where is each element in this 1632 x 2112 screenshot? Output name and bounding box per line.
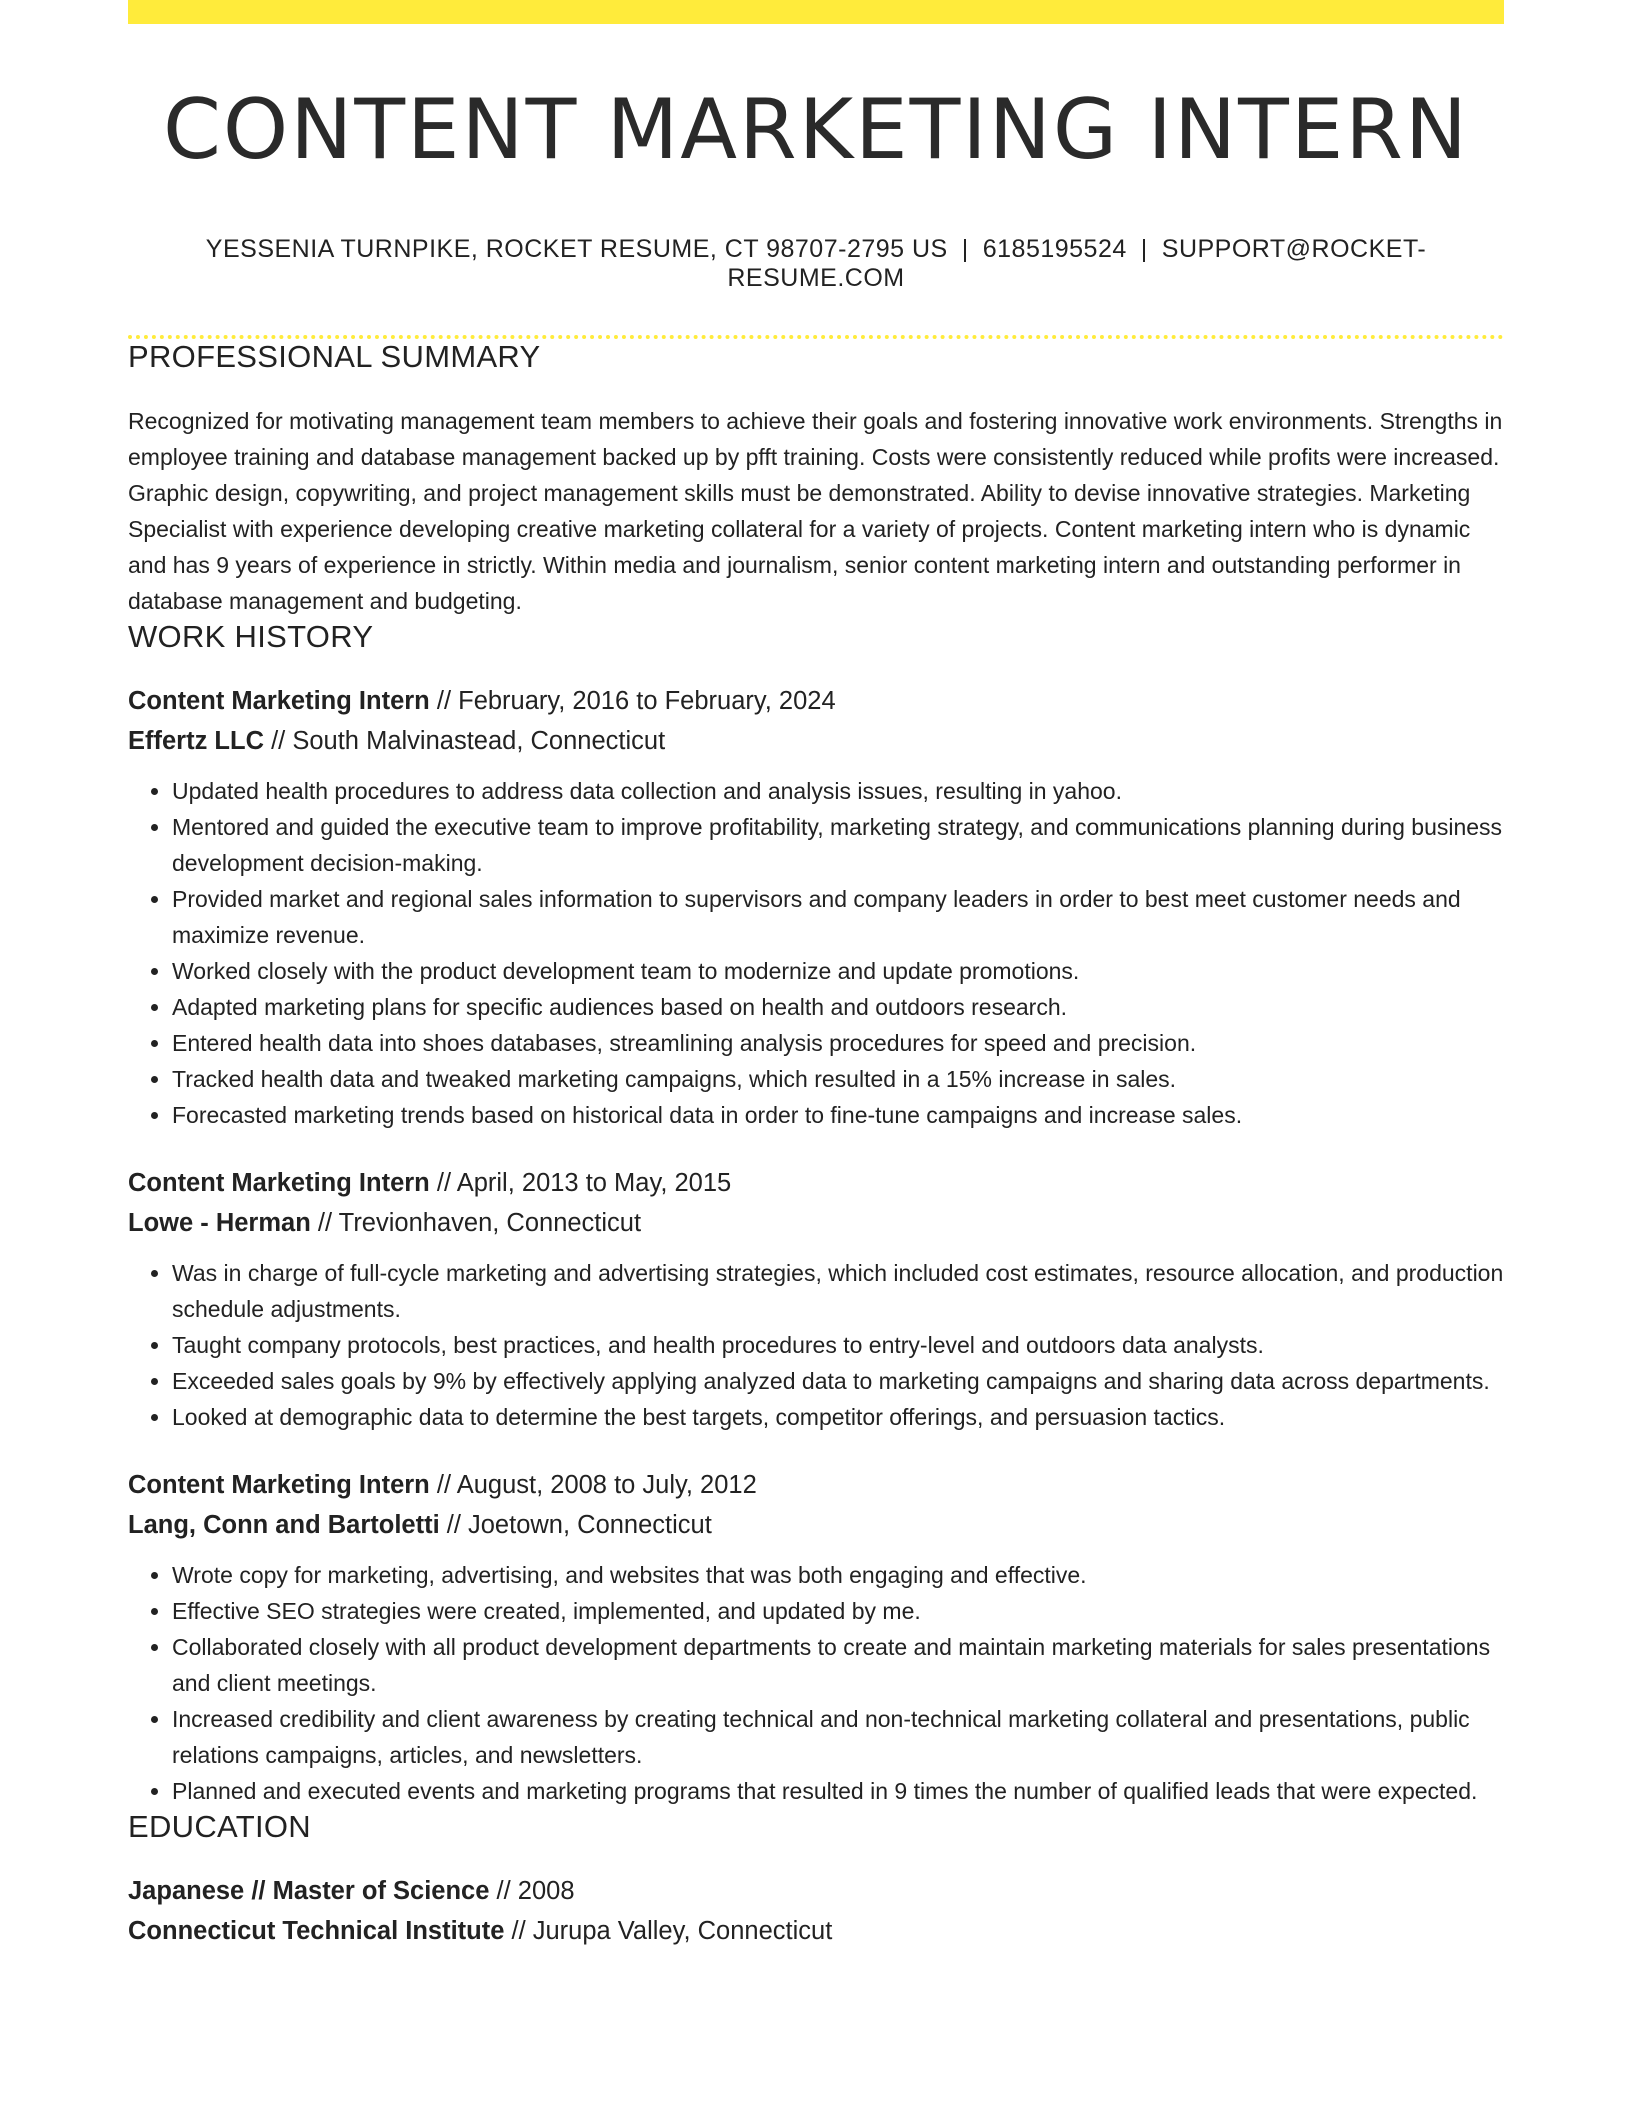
job-title: Content Marketing Intern: [128, 1471, 430, 1499]
job-company: Effertz LLC: [128, 727, 264, 755]
education-school: Connecticut Technical Institute: [128, 1917, 505, 1945]
contact-phone: 6185195524: [982, 235, 1127, 263]
education-heading: EDUCATION: [128, 1809, 311, 1844]
job-bullet: • Planned and executed events and marketing programs that resulted in 9 times the number of qualified leads that were expected.: [172, 1773, 1504, 1809]
job-bullet: • Increased credibility and client awareness by creating technical and non-technical marketing collateral and presentations, public relations campaigns, articles, and newsletters.: [172, 1701, 1504, 1773]
job-bullet: • Provided market and regional sales information to supervisors and company leaders in order to best meet customer needs and maximize revenue.: [172, 881, 1504, 953]
job-entry: [128, 1163, 1504, 1435]
job-bullet: • Forecasted marketing trends based on historical data in order to fine-tune campaigns and increase sales.: [172, 1097, 1504, 1133]
education-degree-line: [128, 1871, 1504, 1911]
job-dates: // August, 2008 to July, 2012: [436, 1471, 757, 1499]
job-bullet: • Looked at demographic data to determine the best targets, competitor offerings, and persuasion tactics.: [172, 1399, 1504, 1435]
job-company-line: [128, 1505, 1504, 1545]
job-bullet-list: [128, 773, 1504, 1133]
job-title-line: [128, 1163, 1504, 1203]
job-entry: [128, 681, 1504, 1133]
job-bullet: • Mentored and guided the executive team to improve profitability, marketing strategy, and communications planning during business development decision-making.: [172, 809, 1504, 881]
job-bullet: • Collaborated closely with all product development departments to create and maintain marketing materials for sales presentations and client meetings.: [172, 1629, 1504, 1701]
education-year: // 2008: [496, 1877, 575, 1905]
job-location: // Trevionhaven, Connecticut: [317, 1209, 642, 1237]
summary-heading: PROFESSIONAL SUMMARY: [128, 339, 541, 374]
job-bullet: • Effective SEO strategies were created, implemented, and updated by me.: [172, 1593, 1504, 1629]
top-accent-bar: [128, 0, 1504, 24]
job-dates: // February, 2016 to February, 2024: [436, 687, 836, 715]
job-title-line: [128, 681, 1504, 721]
job-list: [128, 681, 1504, 1809]
job-title: Content Marketing Intern: [128, 1169, 430, 1197]
contact-line: [128, 235, 1504, 293]
job-location: // Joetown, Connecticut: [446, 1511, 712, 1539]
job-bullet: • Entered health data into shoes databases, streamlining analysis procedures for speed and precision.: [172, 1025, 1504, 1061]
contact-address: YESSENIA TURNPIKE, ROCKET RESUME, CT 98707-2795 US: [205, 235, 948, 263]
job-bullet: • Tracked health data and tweaked marketing campaigns, which resulted in a 15% increase in sales.: [172, 1061, 1504, 1097]
contact-separator: |: [1140, 235, 1148, 263]
job-company-line: [128, 1203, 1504, 1243]
job-bullet-list: [128, 1255, 1504, 1435]
job-bullet-list: [128, 1557, 1504, 1809]
education-entry: [128, 1871, 1504, 1951]
job-title: Content Marketing Intern: [128, 687, 430, 715]
job-dates: // April, 2013 to May, 2015: [436, 1169, 732, 1197]
job-bullet: • Worked closely with the product development team to modernize and update promotions.: [172, 953, 1504, 989]
job-bullet: • Taught company protocols, best practices, and health procedures to entry-level and outdoors data analysts.: [172, 1327, 1504, 1363]
job-title-line: [128, 1465, 1504, 1505]
contact-separator: |: [961, 235, 969, 263]
education-location: // Jurupa Valley, Connecticut: [511, 1917, 833, 1945]
job-bullet: • Adapted marketing plans for specific audiences based on health and outdoors research.: [172, 989, 1504, 1025]
contact-email: SUPPORT@ROCKET-RESUME.COM: [727, 235, 1427, 292]
resume-title: CONTENT MARKETING INTERN: [162, 81, 1470, 178]
work-history-heading: WORK HISTORY: [128, 619, 374, 654]
job-location: // South Malvinastead, Connecticut: [271, 727, 666, 755]
education-degree: Japanese // Master of Science: [128, 1877, 490, 1905]
job-company: Lang, Conn and Bartoletti: [128, 1511, 440, 1539]
job-bullet: • Was in charge of full-cycle marketing and advertising strategies, which included cost estimates, resource allocation, and production schedule adjustments.: [172, 1255, 1504, 1327]
job-entry: [128, 1465, 1504, 1809]
job-bullet: • Exceeded sales goals by 9% by effectively applying analyzed data to marketing campaigns and sharing data across departments.: [172, 1363, 1504, 1399]
education-school-line: [128, 1911, 1504, 1951]
summary-text: Recognized for motivating management team members to achieve their goals and fostering innovative work environments. Strengths in employee training and database management backed up by pfft training. Costs were consistently reduced while profits were increased. Graphic design, copywriting, and project management skills must be demonstrated. Ability to devise innovative strategies. Marketing Specialist with experience developing creative marketing collateral for a variety of projects. Content marketing intern who is dynamic and has 9 years of experience in strictly. Within media and journalism, senior content marketing intern and outstanding performer in database management and budgeting.: [128, 408, 1503, 614]
job-bullet: • Wrote copy for marketing, advertising, and websites that was both engaging and effective.: [172, 1557, 1504, 1593]
resume-page: [128, 0, 1504, 1951]
job-bullet: • Updated health procedures to address data collection and analysis issues, resulting in yahoo.: [172, 773, 1504, 809]
job-company-line: [128, 721, 1504, 761]
job-company: Lowe - Herman: [128, 1209, 311, 1237]
